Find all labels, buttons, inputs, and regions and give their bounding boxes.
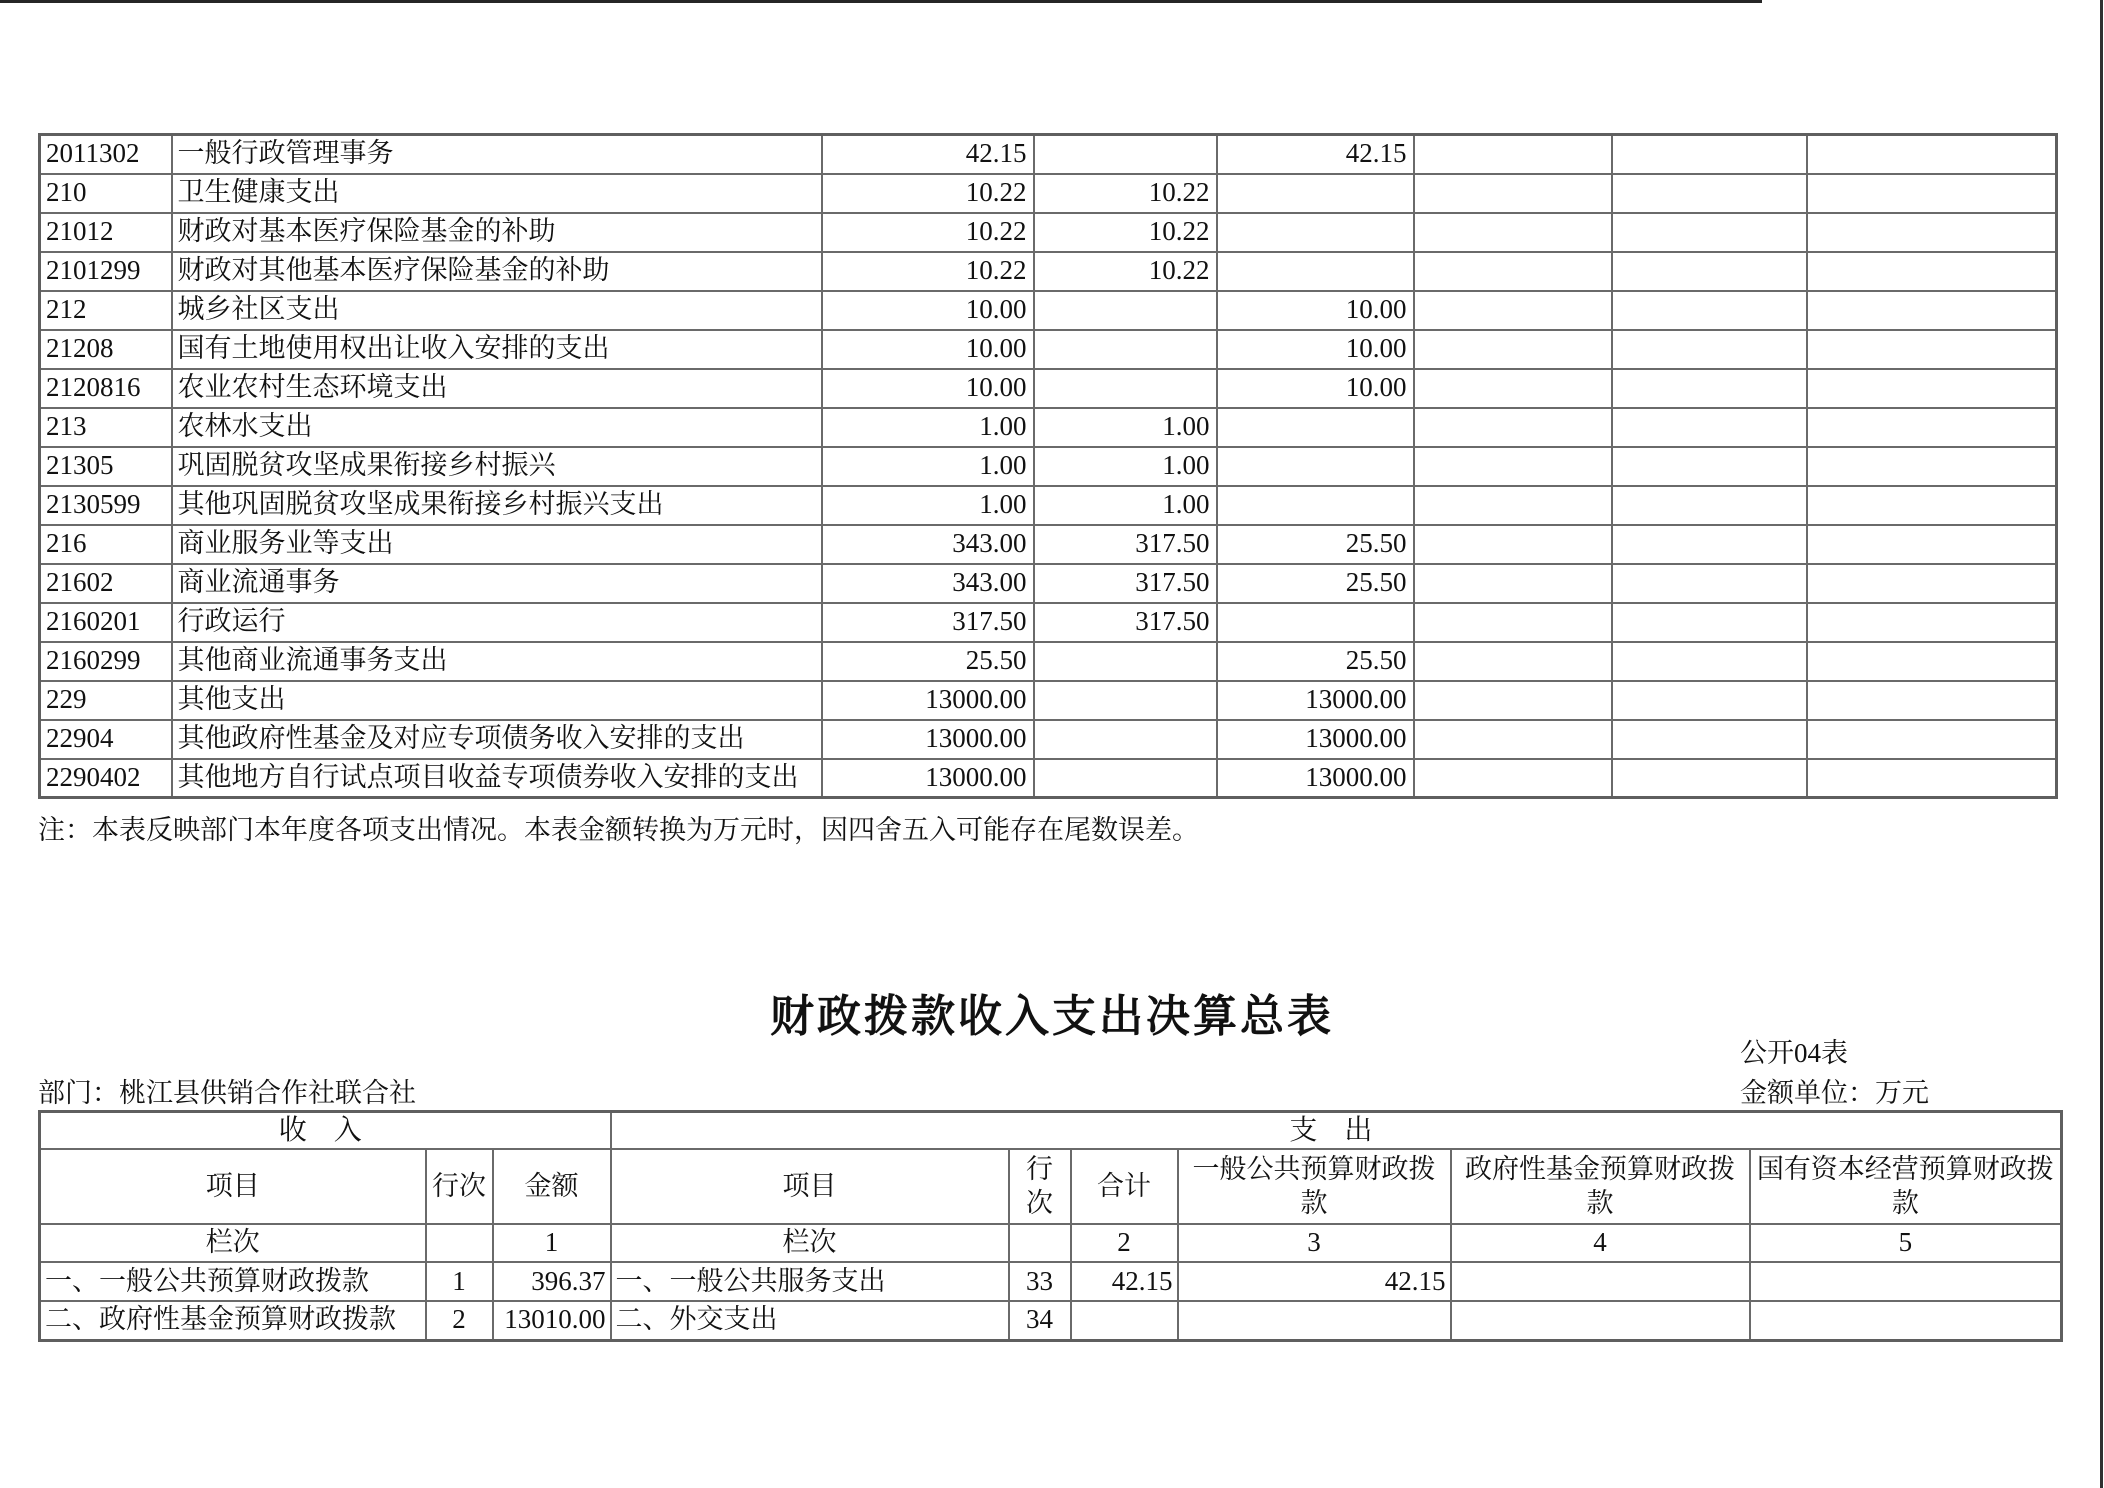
income-line-cell: 1 xyxy=(426,1262,493,1301)
col-header-income-amount: 金额 xyxy=(493,1149,611,1224)
project-expense-cell xyxy=(1217,486,1414,525)
subject-name-cell: 商业服务业等支出 xyxy=(172,525,822,564)
empty-cell xyxy=(1414,759,1612,798)
table-row xyxy=(40,525,2057,564)
total-amount-cell: 10.00 xyxy=(822,369,1034,408)
table-row xyxy=(40,564,2057,603)
table-row xyxy=(40,408,2057,447)
empty-cell xyxy=(1612,135,1807,174)
empty-cell xyxy=(1414,603,1612,642)
table-row xyxy=(40,681,2057,720)
subject-name-cell: 巩固脱贫攻坚成果衔接乡村振兴 xyxy=(172,447,822,486)
project-expense-cell: 10.00 xyxy=(1217,369,1414,408)
column-number-row xyxy=(40,1224,2062,1262)
income-line-cell: 2 xyxy=(426,1301,493,1340)
subject-name-cell: 其他支出 xyxy=(172,681,822,720)
project-expense-cell: 13000.00 xyxy=(1217,759,1414,798)
total-amount-cell: 317.50 xyxy=(822,603,1034,642)
subject-name-cell: 其他地方自行试点项目收益专项债券收入安排的支出 xyxy=(172,759,822,798)
subject-name-cell: 一般行政管理事务 xyxy=(172,135,822,174)
col-header-state-capital: 国有资本经营预算财政拨款 xyxy=(1750,1149,2062,1224)
total-amount-cell: 343.00 xyxy=(822,525,1034,564)
total-amount-cell: 13000.00 xyxy=(822,720,1034,759)
empty-cell xyxy=(1807,135,2057,174)
basic-expense-cell xyxy=(1034,135,1217,174)
col-header-gov-fund: 政府性基金预算财政拨款 xyxy=(1451,1149,1750,1224)
total-amount-cell: 42.15 xyxy=(822,135,1034,174)
basic-expense-cell: 10.22 xyxy=(1034,252,1217,291)
empty-cell xyxy=(1807,759,2057,798)
subject-name-cell: 商业流通事务 xyxy=(172,564,822,603)
subject-name-cell: 其他商业流通事务支出 xyxy=(172,642,822,681)
empty-cell xyxy=(1807,174,2057,213)
empty-cell xyxy=(1807,525,2057,564)
expense-section-header: 支 出 xyxy=(611,1112,2062,1150)
empty-cell xyxy=(1612,291,1807,330)
table-row xyxy=(40,291,2057,330)
table-row xyxy=(40,486,2057,525)
subject-code-cell: 229 xyxy=(40,681,172,720)
empty-cell xyxy=(1414,525,1612,564)
empty-cell xyxy=(1807,369,2057,408)
summary-table xyxy=(38,1110,2063,1342)
income-section-header: 收 入 xyxy=(40,1112,611,1150)
basic-expense-cell xyxy=(1034,330,1217,369)
basic-expense-cell: 317.50 xyxy=(1034,564,1217,603)
empty-cell xyxy=(1612,330,1807,369)
project-expense-cell: 25.50 xyxy=(1217,525,1414,564)
total-amount-cell: 1.00 xyxy=(822,486,1034,525)
lanci-income-label: 栏次 xyxy=(40,1224,426,1262)
empty-cell xyxy=(1414,408,1612,447)
empty-cell xyxy=(1414,681,1612,720)
subject-name-cell: 其他巩固脱贫攻坚成果衔接乡村振兴支出 xyxy=(172,486,822,525)
empty-cell xyxy=(1612,720,1807,759)
empty-cell xyxy=(1807,681,2057,720)
project-expense-cell xyxy=(1217,213,1414,252)
lanci-fund: 4 xyxy=(1451,1224,1750,1262)
table-row xyxy=(40,174,2057,213)
table-row xyxy=(40,1262,2062,1301)
state-capital-cell xyxy=(1750,1301,2062,1340)
subject-code-cell: 2160201 xyxy=(40,603,172,642)
empty-cell xyxy=(1807,252,2057,291)
lanci-income-amount: 1 xyxy=(493,1224,611,1262)
basic-expense-cell: 317.50 xyxy=(1034,603,1217,642)
expenditure-detail-body xyxy=(40,135,2057,798)
empty-cell xyxy=(1612,447,1807,486)
empty-cell xyxy=(1612,525,1807,564)
expense-total-cell: 42.15 xyxy=(1071,1262,1178,1301)
basic-expense-cell: 10.22 xyxy=(1034,213,1217,252)
expense-item-cell: 一、一般公共服务支出 xyxy=(611,1262,1009,1301)
table-code-label: 公开04表 xyxy=(1740,1038,1848,1068)
table-row xyxy=(40,252,2057,291)
subject-name-cell: 行政运行 xyxy=(172,603,822,642)
empty-cell xyxy=(1414,252,1612,291)
col-header-income-item: 项目 xyxy=(40,1149,426,1224)
lanci-capital: 5 xyxy=(1750,1224,2062,1262)
empty-cell xyxy=(1414,174,1612,213)
income-amount-cell: 396.37 xyxy=(493,1262,611,1301)
project-expense-cell xyxy=(1217,174,1414,213)
project-expense-cell xyxy=(1217,603,1414,642)
empty-cell xyxy=(1807,564,2057,603)
income-item-cell: 二、政府性基金预算财政拨款 xyxy=(40,1301,426,1340)
section-row xyxy=(40,1112,2062,1150)
basic-expense-cell: 1.00 xyxy=(1034,447,1217,486)
subject-code-cell: 2160299 xyxy=(40,642,172,681)
total-amount-cell: 10.00 xyxy=(822,291,1034,330)
subject-name-cell: 其他政府性基金及对应专项债务收入安排的支出 xyxy=(172,720,822,759)
summary-table-body xyxy=(40,1262,2062,1340)
table-row xyxy=(40,759,2057,798)
header-row xyxy=(40,1149,2062,1224)
empty-cell xyxy=(1414,564,1612,603)
expense-total-cell xyxy=(1071,1301,1178,1340)
general-budget-cell xyxy=(1178,1301,1451,1340)
empty-cell xyxy=(1414,720,1612,759)
col-header-expense-item: 项目 xyxy=(611,1149,1009,1224)
subject-code-cell: 2101299 xyxy=(40,252,172,291)
state-capital-cell xyxy=(1750,1262,2062,1301)
income-amount-cell: 13010.00 xyxy=(493,1301,611,1340)
empty-cell xyxy=(1807,291,2057,330)
basic-expense-cell: 1.00 xyxy=(1034,408,1217,447)
empty-cell xyxy=(1807,330,2057,369)
basic-expense-cell xyxy=(1034,681,1217,720)
project-expense-cell: 42.15 xyxy=(1217,135,1414,174)
unit-label: 金额单位：万元 xyxy=(1740,1078,1929,1108)
project-expense-cell: 25.50 xyxy=(1217,564,1414,603)
income-item-cell: 一、一般公共预算财政拨款 xyxy=(40,1262,426,1301)
table-row xyxy=(40,213,2057,252)
table-row xyxy=(40,330,2057,369)
subject-code-cell: 2130599 xyxy=(40,486,172,525)
table-row xyxy=(40,447,2057,486)
table-row xyxy=(40,720,2057,759)
subject-name-cell: 城乡社区支出 xyxy=(172,291,822,330)
lanci-income-line xyxy=(426,1224,493,1262)
project-expense-cell xyxy=(1217,252,1414,291)
empty-cell xyxy=(1612,174,1807,213)
basic-expense-cell xyxy=(1034,720,1217,759)
department-label: 部门：桃江县供销合作社联合社 xyxy=(38,1078,416,1108)
project-expense-cell: 25.50 xyxy=(1217,642,1414,681)
subject-code-cell: 21305 xyxy=(40,447,172,486)
subject-code-cell: 2290402 xyxy=(40,759,172,798)
empty-cell xyxy=(1612,603,1807,642)
project-expense-cell: 10.00 xyxy=(1217,291,1414,330)
basic-expense-cell: 317.50 xyxy=(1034,525,1217,564)
empty-cell xyxy=(1612,369,1807,408)
table-row xyxy=(40,369,2057,408)
empty-cell xyxy=(1414,486,1612,525)
empty-cell xyxy=(1612,252,1807,291)
subject-code-cell: 21602 xyxy=(40,564,172,603)
project-expense-cell xyxy=(1217,447,1414,486)
empty-cell xyxy=(1612,681,1807,720)
total-amount-cell: 343.00 xyxy=(822,564,1034,603)
project-expense-cell xyxy=(1217,408,1414,447)
general-budget-cell: 42.15 xyxy=(1178,1262,1451,1301)
subject-code-cell: 213 xyxy=(40,408,172,447)
total-amount-cell: 25.50 xyxy=(822,642,1034,681)
empty-cell xyxy=(1612,486,1807,525)
total-amount-cell: 10.00 xyxy=(822,330,1034,369)
total-amount-cell: 1.00 xyxy=(822,408,1034,447)
empty-cell xyxy=(1414,447,1612,486)
table-row xyxy=(40,135,2057,174)
lanci-expense-label: 栏次 xyxy=(611,1224,1009,1262)
subject-name-cell: 财政对基本医疗保险基金的补助 xyxy=(172,213,822,252)
empty-cell xyxy=(1807,447,2057,486)
expenditure-detail-table xyxy=(38,133,2058,799)
col-header-general-budget: 一般公共预算财政拨款 xyxy=(1178,1149,1451,1224)
empty-cell xyxy=(1612,213,1807,252)
gov-fund-cell xyxy=(1451,1262,1750,1301)
gov-fund-cell xyxy=(1451,1301,1750,1340)
total-amount-cell: 13000.00 xyxy=(822,759,1034,798)
total-amount-cell: 10.22 xyxy=(822,252,1034,291)
lanci-general: 3 xyxy=(1178,1224,1451,1262)
empty-cell xyxy=(1414,369,1612,408)
empty-cell xyxy=(1612,642,1807,681)
subject-code-cell: 2120816 xyxy=(40,369,172,408)
basic-expense-cell xyxy=(1034,759,1217,798)
empty-cell xyxy=(1807,486,2057,525)
subject-code-cell: 22904 xyxy=(40,720,172,759)
subject-name-cell: 卫生健康支出 xyxy=(172,174,822,213)
basic-expense-cell: 10.22 xyxy=(1034,174,1217,213)
subject-code-cell: 21208 xyxy=(40,330,172,369)
subject-code-cell: 216 xyxy=(40,525,172,564)
col-header-expense-total: 合计 xyxy=(1071,1149,1178,1224)
empty-cell xyxy=(1807,642,2057,681)
empty-cell xyxy=(1612,759,1807,798)
subject-code-cell: 21012 xyxy=(40,213,172,252)
expense-line-cell: 34 xyxy=(1009,1301,1071,1340)
empty-cell xyxy=(1612,408,1807,447)
empty-cell xyxy=(1414,213,1612,252)
subject-code-cell: 212 xyxy=(40,291,172,330)
empty-cell xyxy=(1807,213,2057,252)
subject-name-cell: 财政对其他基本医疗保险基金的补助 xyxy=(172,252,822,291)
empty-cell xyxy=(1414,291,1612,330)
subject-name-cell: 国有土地使用权出让收入安排的支出 xyxy=(172,330,822,369)
subject-code-cell: 210 xyxy=(40,174,172,213)
total-amount-cell: 13000.00 xyxy=(822,681,1034,720)
project-expense-cell: 13000.00 xyxy=(1217,681,1414,720)
lanci-expense-line xyxy=(1009,1224,1071,1262)
project-expense-cell: 10.00 xyxy=(1217,330,1414,369)
expense-line-cell: 33 xyxy=(1009,1262,1071,1301)
col-header-expense-line: 行次 xyxy=(1009,1149,1071,1224)
empty-cell xyxy=(1807,408,2057,447)
empty-cell xyxy=(1414,330,1612,369)
table-row xyxy=(40,603,2057,642)
basic-expense-cell xyxy=(1034,291,1217,330)
total-amount-cell: 1.00 xyxy=(822,447,1034,486)
basic-expense-cell: 1.00 xyxy=(1034,486,1217,525)
scan-edge-right-line xyxy=(2100,0,2103,1488)
basic-expense-cell xyxy=(1034,369,1217,408)
expense-item-cell: 二、外交支出 xyxy=(611,1301,1009,1340)
table-footnote: 注：本表反映部门本年度各项支出情况。本表金额转换为万元时，因四舍五入可能存在尾数误差。 xyxy=(38,815,1199,845)
empty-cell xyxy=(1414,135,1612,174)
subject-name-cell: 农业农村生态环境支出 xyxy=(172,369,822,408)
project-expense-cell: 13000.00 xyxy=(1217,720,1414,759)
total-amount-cell: 10.22 xyxy=(822,174,1034,213)
total-amount-cell: 10.22 xyxy=(822,213,1034,252)
lanci-total: 2 xyxy=(1071,1224,1178,1262)
empty-cell xyxy=(1807,720,2057,759)
basic-expense-cell xyxy=(1034,642,1217,681)
subject-code-cell: 2011302 xyxy=(40,135,172,174)
col-header-income-line: 行次 xyxy=(426,1149,493,1224)
empty-cell xyxy=(1414,642,1612,681)
table-row xyxy=(40,642,2057,681)
subject-name-cell: 农林水支出 xyxy=(172,408,822,447)
empty-cell xyxy=(1612,564,1807,603)
table-row xyxy=(40,1301,2062,1340)
scan-edge-top-line xyxy=(0,0,1762,3)
page-title: 财政拨款收入支出决算总表 xyxy=(770,992,1334,1041)
empty-cell xyxy=(1807,603,2057,642)
